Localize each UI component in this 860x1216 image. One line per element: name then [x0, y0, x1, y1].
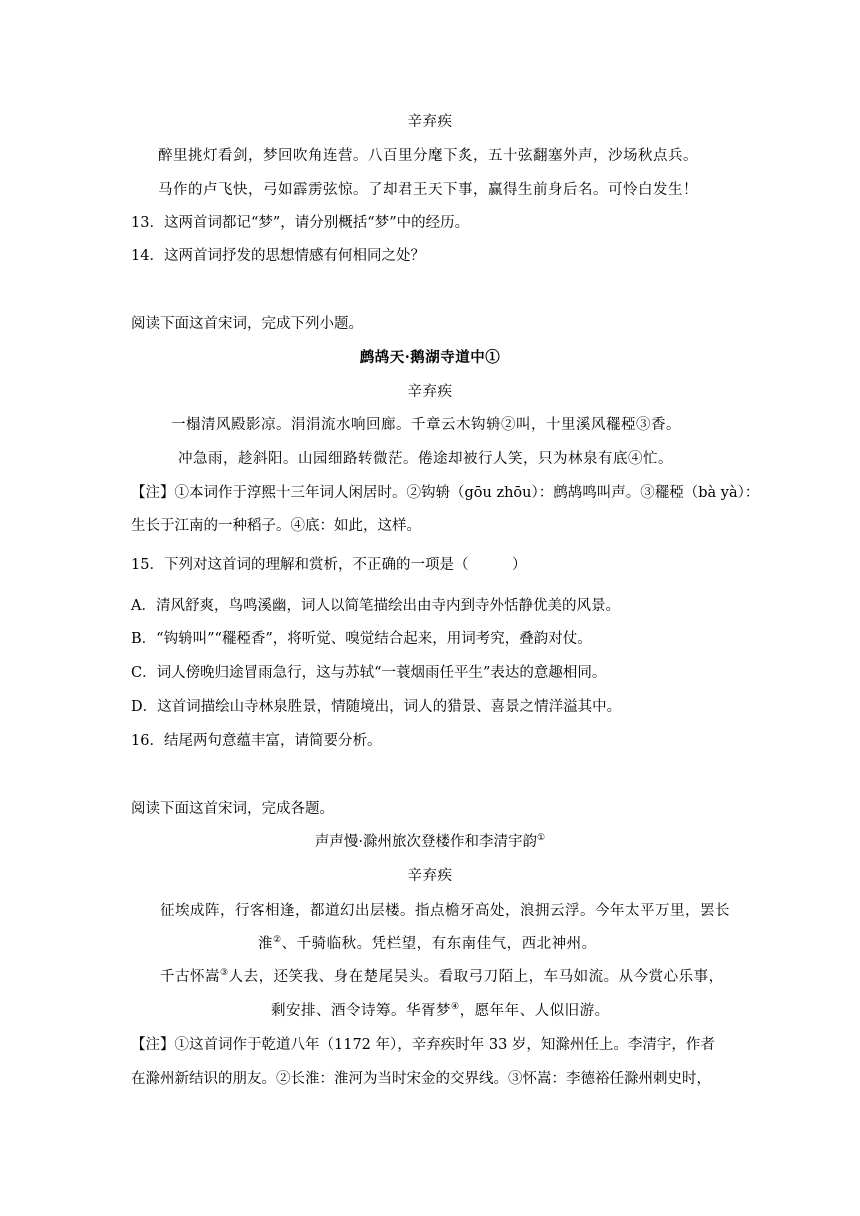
- question-13: 13．这两首词都记“梦”，请分别概括“梦”中的经历。: [131, 215, 470, 231]
- option-b: B．“钩辀叫”“䆉稏香”，将听觉、嗅觉结合起来，用词考究，叠韵对仗。: [131, 631, 592, 647]
- section2-author: 辛弃疾: [407, 384, 453, 400]
- poem1-line-1: 醉里挑灯看剑，梦回吹角连营。八百里分麾下炙，五十弦翻塞外声，沙场秋点兵。: [158, 148, 698, 164]
- question-16: 16．结尾两句意蕴丰富，请简要分析。: [131, 733, 382, 749]
- option-c: C．词人傍晚归途冒雨急行，这与苏轼“一蓑烟雨任平生”表达的意趣相同。: [131, 665, 607, 681]
- section2-line-1: 一榻清风殿影凉。涓涓流水响回廊。千章云木钩辀②叫，十里溪风䆉稏③香。: [171, 417, 681, 433]
- section3-line-4a: 剩安排、酒令诗筹。华胥梦: [271, 1003, 451, 1019]
- section3-line-3: [160, 967, 724, 987]
- section2-title: 鹧鸪天·鹅湖寺道中①: [359, 349, 501, 366]
- section3-note-1: 【注】①这首词作于乾道八年（1172 年），辛弃疾时年 33 岁，知滁州任上。李清宇，作者: [131, 1037, 715, 1053]
- question-15: 15．下列对这首词的理解和赏析，不正确的一项是（ ）: [131, 557, 527, 573]
- question-14: 14．这两首词抒发的思想情感有何相同之处？: [131, 248, 425, 264]
- section3-title-text: 声声慢·滁州旅次登楼作和李清宇韵: [314, 834, 538, 850]
- section2-note-1: 【注】①本词作于淳熙十三年词人闲居时。②钩辀（gōu zhōu）：鹧鸪鸣叫声。③䆉稏（bà yà）：: [131, 485, 760, 501]
- section3-line-2b: 、千骑临秋。凭栏望，有东南佳气，西北神州。: [281, 936, 597, 952]
- option-a: A．清风舒爽，鸟鸣溪幽，词人以简笔描绘出由寺内到寺外恬静优美的风景。: [131, 598, 620, 614]
- section3-intro: 阅读下面这首宋词，完成各题。: [131, 801, 334, 817]
- poem1-line-2: 马作的卢飞快，弓如霹雳弦惊。了却君王天下事，赢得生前身后名。可怜白发生！: [158, 182, 698, 198]
- section3-line-2: [258, 934, 597, 954]
- section3-line-3a: 千古怀嵩: [160, 969, 220, 985]
- section2-intro: 阅读下面这首宋词，完成下列小题。: [131, 316, 363, 332]
- section3-line-4: [271, 1001, 610, 1021]
- section3-line-3-note-mark: ③: [220, 968, 229, 979]
- section3-line-4-note-mark: ④: [451, 1002, 460, 1013]
- section3-note-2: 在滁州新结识的朋友。②长淮：淮河为当时宋金的交界线。③怀嵩：李德裕任滁州刺史时，: [131, 1071, 711, 1087]
- section3-author: 辛弃疾: [407, 868, 453, 884]
- section3-line-1: 征埃成阵，行客相逢，都道幻出层楼。指点檐牙高处，浪拥云浮。今年太平万里，罢长: [160, 903, 730, 919]
- section3-title-note-mark: ①: [537, 833, 546, 844]
- section3-line-2a: 淮: [258, 936, 273, 952]
- section3-line-4b: ，愿年年、人似旧游。: [459, 1003, 610, 1019]
- section3-line-3b: 人去，还笑我、身在楚尾吴头。看取弓刀陌上，车马如流。从今赏心乐事，: [228, 969, 724, 985]
- section2-note-2: 生长于江南的一种稻子。④底：如此，这样。: [131, 518, 421, 534]
- section3-line-2-note-mark: ②: [273, 935, 282, 946]
- poem1-author: 辛弃疾: [407, 114, 453, 130]
- section2-line-2: 冲急雨，趁斜阳。山园细路转微茫。倦途却被行人笑，只为林泉有底④忙。: [178, 451, 673, 467]
- option-d: D．这首词描绘山寺林泉胜景，情随境出，词人的猎景、喜景之情洋溢其中。: [131, 699, 622, 715]
- section3-title: [0, 832, 860, 852]
